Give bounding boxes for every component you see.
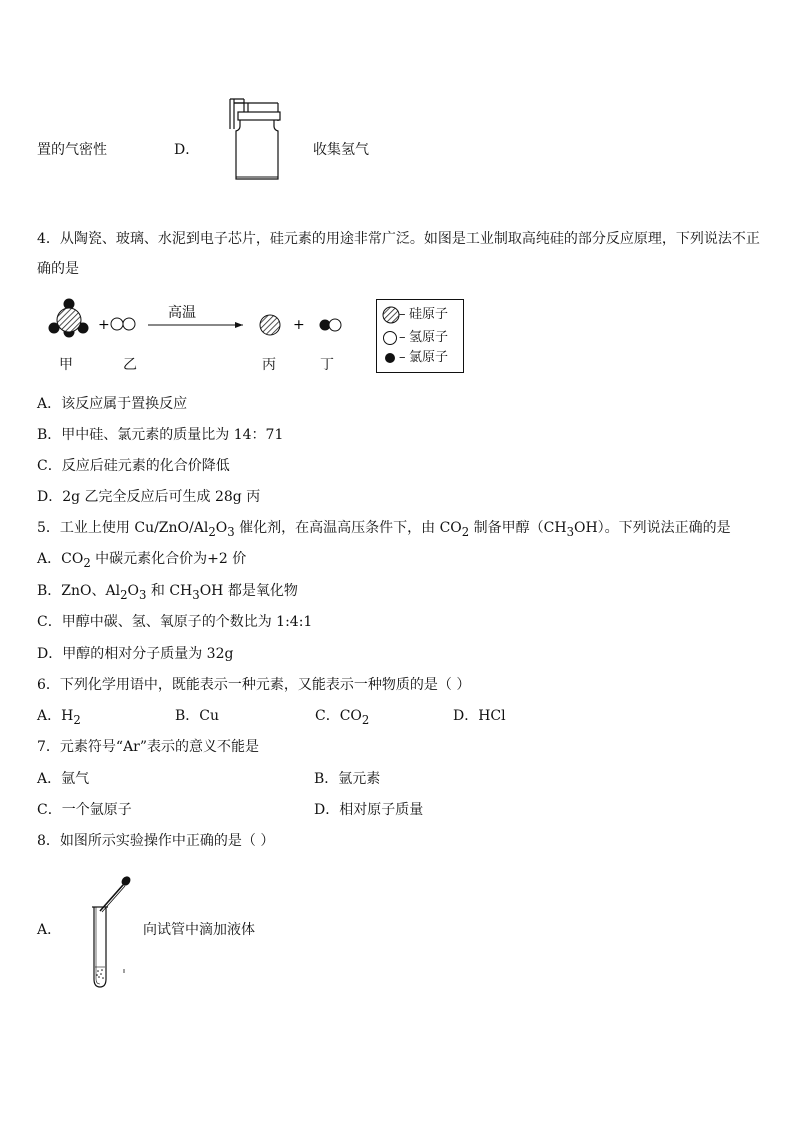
molecule-yi-h2 [111, 318, 135, 330]
q4-option-a: A．该反应属于置换反应 [37, 396, 188, 412]
q3-option-d-caption: 收集氢气 [313, 142, 369, 158]
atom-legend: – 硅原子 – 氢原子 – 氯原子 [376, 299, 464, 373]
q5-stem: 5．工业上使用 $Cu/ZnO/Al_2O_3$ 催化剂，在高温高压条件下，由 $CO_2$ 制备甲醇$(CH_3OH)$。下列说法正确的是 [37, 520, 731, 539]
q6-option-c: C．$CO_2$ [315, 708, 370, 727]
q8-stem: 8．如图所示实验操作中正确的是（ ） [37, 833, 275, 849]
plus-sign-1: + [98, 317, 110, 333]
legend-hydrogen: 氢原子 [409, 330, 449, 345]
label-jia: 甲 [59, 357, 73, 373]
q7-option-b: B．氩元素 [314, 771, 381, 787]
gas-collection-bottle-image [222, 95, 292, 185]
q5-option-c: C．甲醇中碳、氢、氧原子的个数比为 1:4:1 [37, 614, 313, 630]
molecule-bing-si [260, 315, 280, 335]
q6-option-d: D．HCl [453, 708, 506, 724]
q3-option-d-label: D． [174, 142, 200, 158]
q7-option-d: D．相对原子质量 [314, 802, 424, 818]
reaction-condition: 高温 [168, 305, 196, 321]
q8-option-a-caption: 向试管中滴加液体 [143, 922, 255, 938]
label-ding: 丁 [320, 357, 334, 373]
molecule-jia-sicl4 [49, 299, 89, 338]
hydrogen-atom-icon [384, 332, 397, 345]
silicon-atom-icon [383, 307, 399, 323]
q4-option-d: D．2g 乙完全反应后可生成 28g 丙 [37, 489, 261, 505]
legend-silicon: 硅原子 [409, 307, 449, 322]
q5-option-d: D．甲醇的相对分子质量为 32g [37, 646, 234, 662]
q6-option-b: B．Cu [175, 708, 220, 724]
q4-option-b: B．甲中硅、氯元素的质量比为 14：71 [37, 427, 284, 443]
dropper-test-tube-image [86, 875, 136, 990]
q7-stem: 7．元素符号“Ar”表示的意义不能是 [37, 739, 260, 755]
chlorine-atom-icon [385, 353, 395, 363]
q4-stem-line2: 确的是 [37, 261, 79, 277]
q6-stem: 6．下列化学用语中，既能表示一种元素，又能表示一种物质的是（ ） [37, 677, 471, 693]
legend-silicon-prefix: – [399, 307, 406, 322]
q8-option-a-label: A． [37, 922, 62, 938]
q4-stem-line1: 4．从陶瓷、玻璃、水泥到电子芯片，硅元素的用途非常广泛。如图是工业制取高纯硅的部分反应原理，下列说法不正 [37, 231, 760, 247]
q5-option-a: A．$CO_2$ 中碳元素化合价为+2 价 [37, 551, 247, 570]
molecule-ding-hcl [320, 319, 342, 331]
plus-sign-2: + [293, 317, 305, 333]
label-bing: 丙 [262, 357, 276, 373]
q7-option-c: C．一个氩原子 [37, 802, 132, 818]
reaction-arrowhead [235, 322, 243, 328]
q4-option-c: C．反应后硅元素的化合价降低 [37, 458, 230, 474]
q3-tail-text: 置的气密性 [37, 142, 107, 158]
q6-option-a: A．$H_2$ [37, 708, 81, 727]
label-yi: 乙 [123, 357, 137, 373]
q7-option-a: A．氩气 [37, 771, 90, 787]
legend-chlorine: 氯原子 [409, 350, 449, 365]
q5-option-b: B．ZnO、$Al_2O_3$ 和 $CH_3OH$ 都是氧化物 [37, 583, 298, 602]
